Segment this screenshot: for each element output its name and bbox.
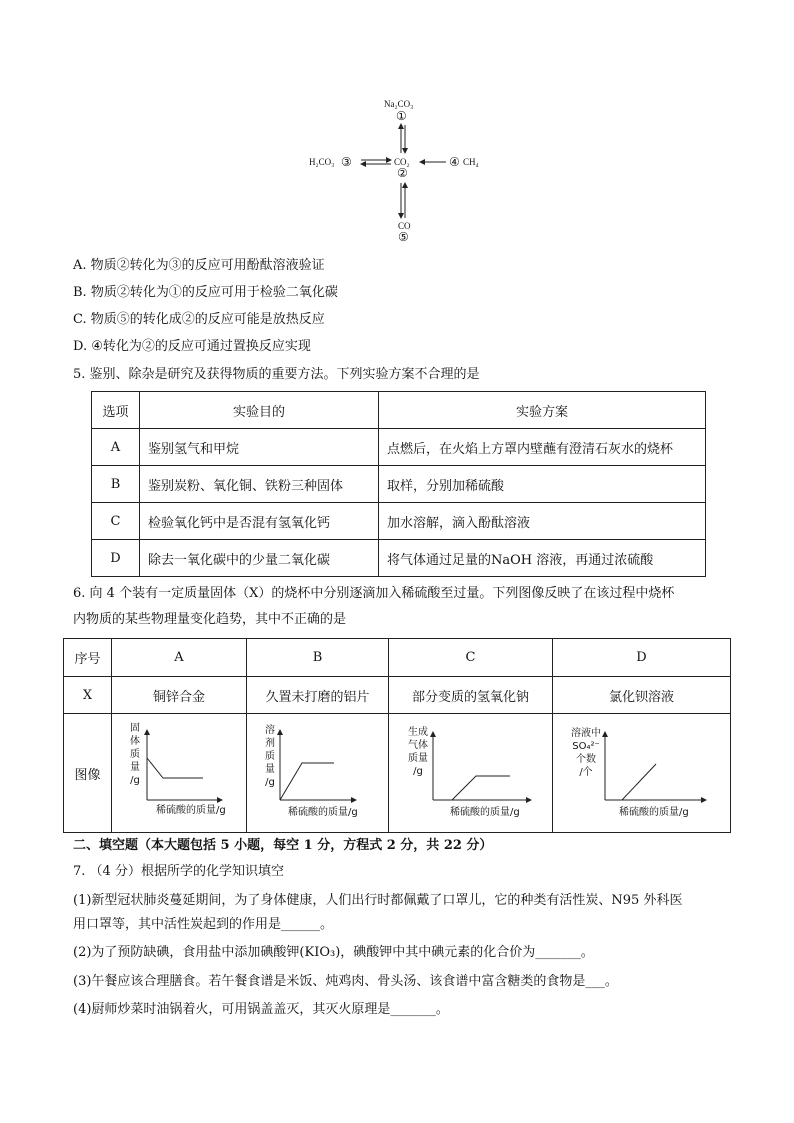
header-cell: 实验目的 bbox=[140, 392, 379, 429]
table-cell: B bbox=[92, 466, 140, 503]
graph-b-plot bbox=[280, 730, 356, 800]
section2-title: 二、填空题（本大题包括 5 小题，每空 1 分，方程式 2 分，共 22 分） bbox=[73, 838, 493, 853]
h2co3-label: H₂CO₃ bbox=[309, 157, 335, 167]
q5-stem: 5. 鉴别、除杂是研究及获得物质的重要方法。下列实验方案不合理的是 bbox=[73, 367, 480, 382]
q7-line2: (2)为了预防缺碘，食用盐中添加碘酸钾(KIO₃)，碘酸钾中其中碘元素的化合价为_______。 bbox=[73, 945, 594, 960]
table-cell: X bbox=[64, 677, 112, 714]
graph-b-xlabel: 稀硫酸的质量/g bbox=[288, 807, 358, 818]
table-cell: 久置未打磨的铝片 bbox=[247, 677, 389, 714]
node-3-number: ③ bbox=[341, 155, 352, 169]
header-cell: 实验方案 bbox=[379, 392, 706, 429]
graph-d-xlabel: 稀硫酸的质量/g bbox=[619, 807, 689, 818]
graph-c-plot bbox=[433, 732, 531, 800]
table-cell: 图像 bbox=[64, 714, 112, 833]
table-cell: 氯化钡溶液 bbox=[553, 677, 731, 714]
q7-line3: (3)午餐应该合理膳食。若午餐食谱是米饭、炖鸡肉、骨头汤、该食谱中富含糖类的食物是___。 bbox=[73, 974, 618, 989]
graph-c-ylabel: 生成 气体 质量 /g bbox=[408, 727, 428, 777]
node-2-number: ② bbox=[397, 166, 408, 180]
graph-b-ylabel: 溶 剂 质 量 /g bbox=[265, 725, 275, 788]
table-cell: A bbox=[92, 429, 140, 466]
co2-label: CO₂ bbox=[394, 157, 410, 167]
q4-option-a: A. 物质②转化为③的反应可用酚酞溶液验证 bbox=[73, 258, 325, 273]
node-5-number: ⑤ bbox=[398, 230, 409, 244]
q4-option-b: B. 物质②转化为①的反应可用于检验二氧化碳 bbox=[73, 285, 338, 300]
table-cell: 取样，分别加稀硫酸 bbox=[379, 466, 706, 503]
table-cell: 部分变质的氢氧化钠 bbox=[389, 677, 553, 714]
q7-line1a: (1)新型冠状肺炎蔓延期间，为了身体健康，人们出行时都佩戴了口罩儿，它的种类有活性炭、N95 外科医 bbox=[73, 893, 683, 908]
header-cell: 序号 bbox=[64, 639, 112, 677]
header-cell: D bbox=[553, 639, 731, 677]
table-cell: 除去一氧化碳中的少量二氧化碳 bbox=[140, 540, 379, 577]
graph-a-xlabel: 稀硫酸的质量/g bbox=[156, 805, 226, 816]
q6-stem-line2: 内物质的某些物理量变化趋势，其中不正确的是 bbox=[73, 612, 347, 627]
ch4-label: CH₄ bbox=[463, 157, 479, 167]
graph-a-ylabel: 固 体 质 量 /g bbox=[130, 723, 140, 786]
q7-stem: 7. （4 分）根据所学的化学知识填空 bbox=[73, 864, 284, 879]
header-cell: B bbox=[247, 639, 389, 677]
q7-line1b: 用口罩等，其中活性炭起到的作用是______。 bbox=[73, 917, 334, 932]
header-cell: 选项 bbox=[92, 392, 140, 429]
graph-d-ylabel: 溶液中 SO₄²⁻ 个数 /个 bbox=[571, 728, 601, 778]
header-cell: A bbox=[112, 639, 247, 677]
q4-option-d: D. ④转化为②的反应可通过置换反应实现 bbox=[73, 339, 311, 354]
graph-a-plot bbox=[147, 730, 222, 800]
co-label: CO bbox=[398, 221, 411, 231]
table-cell: C bbox=[92, 503, 140, 540]
table-cell: 鉴别氢气和甲烷 bbox=[140, 429, 379, 466]
q4-option-c: C. 物质⑤的转化成②的反应可能是放热反应 bbox=[73, 312, 325, 327]
graph-d-plot bbox=[605, 732, 706, 800]
table-cell: 检验氧化钙中是否混有氢氧化钙 bbox=[140, 503, 379, 540]
q6-stem-line1: 6. 向 4 个装有一定质量固体（X）的烧杯中分别逐滴加入稀硫酸至过量。下列图像反映了在该过程中烧杯 bbox=[73, 586, 675, 601]
graph-c-xlabel: 稀硫酸的质量/g bbox=[450, 807, 520, 818]
table-cell: 将气体通过足量的NaOH 溶液，再通过浓硫酸 bbox=[379, 540, 706, 577]
table-cell: 点燃后，在火焰上方罩内壁蘸有澄清石灰水的烧杯 bbox=[379, 429, 706, 466]
table-cell: 鉴别炭粉、氧化铜、铁粉三种固体 bbox=[140, 466, 379, 503]
table-cell: 加水溶解，滴入酚酞溶液 bbox=[379, 503, 706, 540]
header-cell: C bbox=[389, 639, 553, 677]
na2co3-label: Na₂CO₃ bbox=[384, 99, 414, 109]
table-cell: D bbox=[92, 540, 140, 577]
node-1-number: ① bbox=[396, 109, 407, 123]
table-cell: 铜锌合金 bbox=[112, 677, 247, 714]
q7-line4: (4)厨师炒菜时油锅着火，可用锅盖盖灭，其灭火原理是_______。 bbox=[73, 1002, 449, 1017]
node-4-number: ④ bbox=[449, 155, 460, 169]
